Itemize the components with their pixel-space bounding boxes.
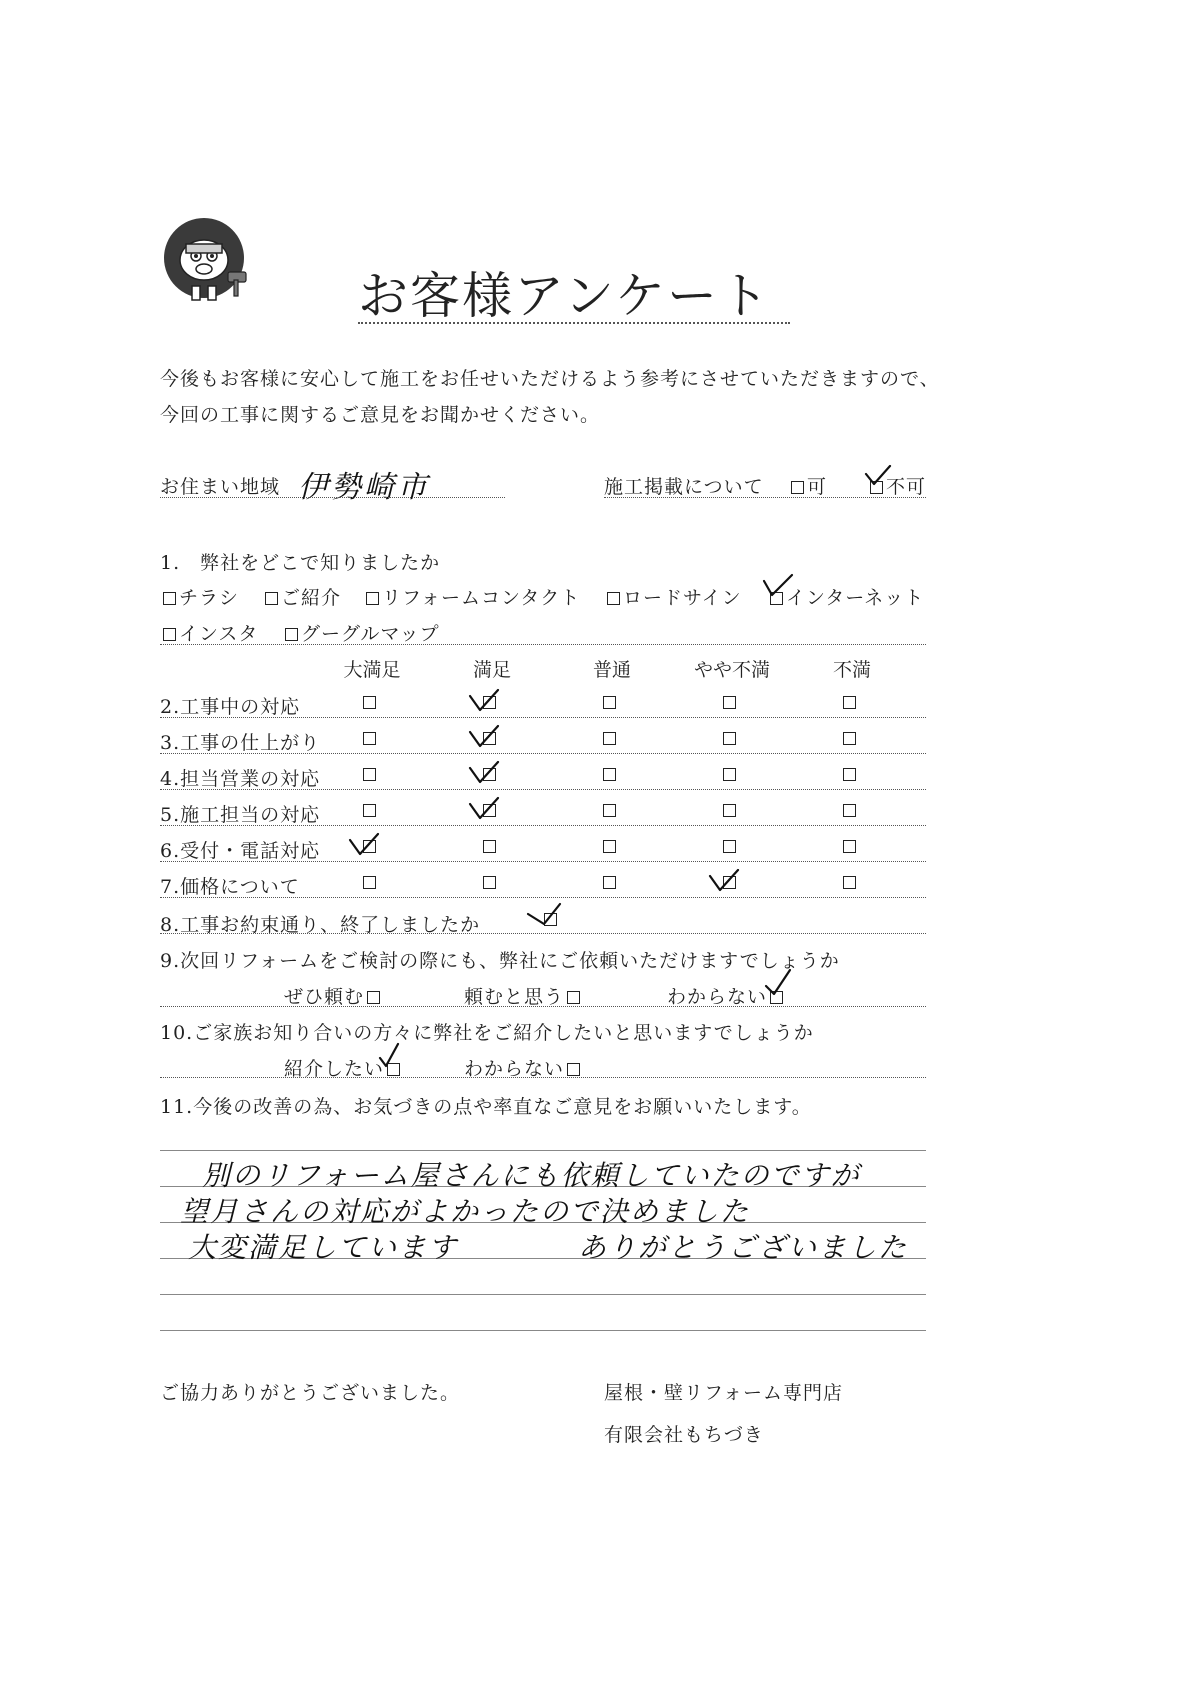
rating-row-4-checkbox-2[interactable] <box>603 768 616 781</box>
rating-row-underline <box>160 861 926 862</box>
q9-definitely-label: ぜひ頼む <box>284 986 365 1008</box>
rating-row-3-checkbox-0[interactable] <box>363 732 376 745</box>
rating-row-2-check-icon <box>468 688 508 714</box>
q1-option-reform-contact[interactable] <box>366 583 580 610</box>
rating-row-label: 7.価格について <box>160 876 300 898</box>
q11-answer-line-3: 大変満足しています ありがとうございました <box>188 1231 909 1264</box>
rating-row-2-checkbox-2[interactable] <box>603 696 616 709</box>
q1-option-insta[interactable] <box>163 619 258 646</box>
rating-row-label: 5.施工担当の対応 <box>160 804 321 826</box>
rating-row-6-checkbox-2[interactable] <box>603 840 616 853</box>
q1-insta-label: インスタ <box>179 623 259 645</box>
rating-row-3-checkbox-3[interactable] <box>723 732 736 745</box>
rating-row-2-checkbox-4[interactable] <box>843 696 856 709</box>
q10-unsure-checkbox[interactable] <box>567 1063 580 1076</box>
q1-roadsign-checkbox[interactable] <box>607 592 620 605</box>
residence-label: お住まい地域 <box>160 476 281 498</box>
rating-row-4-checkbox-3[interactable] <box>723 768 736 781</box>
rating-row-label: 2.工事中の対応 <box>160 696 301 718</box>
q1-option-roadsign[interactable] <box>607 583 742 610</box>
rating-row-2-checkbox-0[interactable] <box>363 696 376 709</box>
q11-answer-line-1: 別のリフォーム屋さんにも依頼していたのですが <box>202 1159 861 1192</box>
q1-referral-checkbox[interactable] <box>265 592 278 605</box>
publication-option-ka[interactable] <box>791 472 827 499</box>
publication-fuka-label: 不可 <box>886 476 927 498</box>
publication-fuka-check-icon <box>864 464 904 490</box>
rating-row-4-check-icon <box>468 760 508 786</box>
rating-row-7-checkbox-0[interactable] <box>363 876 376 889</box>
q1-insta-checkbox[interactable] <box>163 628 176 641</box>
q8-question: 8.工事お約束通り、終了しましたか <box>160 914 481 936</box>
q9-option-definitely[interactable] <box>284 982 383 1009</box>
rating-row-6-check-icon <box>348 832 388 858</box>
title-underline <box>358 322 790 324</box>
col-header-somewhat-dissatisfied: やや不満 <box>693 659 770 681</box>
publication-ka-checkbox[interactable] <box>791 481 804 494</box>
q9-definitely-checkbox[interactable] <box>367 991 380 1004</box>
q9-underline <box>160 1006 926 1007</box>
rating-row-label: 3.工事の仕上がり <box>160 732 321 754</box>
rating-row-underline <box>160 753 926 754</box>
rating-row-4-checkbox-0[interactable] <box>363 768 376 781</box>
q10-unsure-label: わからない <box>464 1058 565 1080</box>
rating-row-7-check-icon <box>708 868 748 894</box>
rating-row-underline <box>160 897 926 898</box>
footer-company-line-1: 屋根・壁リフォーム専門店 <box>604 1382 844 1404</box>
rating-row-5-checkbox-2[interactable] <box>603 804 616 817</box>
rating-row-6-checkbox-3[interactable] <box>723 840 736 853</box>
q1-referral-label: ご紹介 <box>281 587 342 609</box>
rating-row-7-checkbox-2[interactable] <box>603 876 616 889</box>
page-title: お客様アンケート <box>358 267 771 325</box>
residence-underline <box>160 497 505 498</box>
rating-row-5-checkbox-0[interactable] <box>363 804 376 817</box>
publication-underline <box>604 497 926 498</box>
publication-ka-label: 可 <box>807 476 828 498</box>
q11-line-6 <box>160 1330 926 1331</box>
q11-line-1 <box>160 1150 926 1151</box>
q1-option-flyer[interactable] <box>163 583 239 610</box>
q11-line-5 <box>160 1294 926 1295</box>
rating-row-underline <box>160 825 926 826</box>
q9-probably-checkbox[interactable] <box>567 991 580 1004</box>
q1-googlemap-checkbox[interactable] <box>285 628 298 641</box>
intro-line-1: 今後もお客様に安心して施工をお任せいただけるよう参考にさせていただきますので、 <box>160 368 940 390</box>
rating-row-label: 6.受付・電話対応 <box>160 840 321 862</box>
q9-option-probably[interactable] <box>464 982 583 1009</box>
q8-check-icon <box>526 902 566 928</box>
rating-row-7-checkbox-1[interactable] <box>483 876 496 889</box>
q9-probably-label: 頼むと思う <box>464 986 565 1008</box>
rating-row-4-checkbox-4[interactable] <box>843 768 856 781</box>
residence-value: 伊勢崎市 <box>298 470 430 505</box>
q9-unsure-check-icon <box>764 970 804 996</box>
rating-row-underline <box>160 717 926 718</box>
rating-row-3-checkbox-4[interactable] <box>843 732 856 745</box>
q10-refer-label: 紹介したい <box>284 1058 385 1080</box>
q1-reform-contact-label: リフォームコンタクト <box>382 587 581 609</box>
q11-question: 11.今後の改善の為、お気づきの点や率直なご意見をお願いいたします。 <box>160 1096 812 1118</box>
rating-row-7-checkbox-4[interactable] <box>843 876 856 889</box>
q1-option-googlemap[interactable] <box>285 619 440 646</box>
rating-row-2-checkbox-3[interactable] <box>723 696 736 709</box>
q9-question: 9.次回リフォームをご検討の際にも、弊社にご依頼いただけますでしょうか <box>160 950 840 972</box>
q8-underline <box>160 933 926 934</box>
q1-reform-contact-checkbox[interactable] <box>366 592 379 605</box>
col-header-dissatisfied: 不満 <box>832 659 871 681</box>
rating-row-6-checkbox-4[interactable] <box>843 840 856 853</box>
rating-row-3-checkbox-2[interactable] <box>603 732 616 745</box>
rating-row-3-check-icon <box>468 724 508 750</box>
rating-row-5-check-icon <box>468 796 508 822</box>
q10-question: 10.ご家族お知り合いの方々に弊社をご紹介したいと思いますでしょうか <box>160 1022 814 1044</box>
col-header-very-satisfied: 大満足 <box>343 659 401 681</box>
footer-thanks: ご協力ありがとうございました。 <box>160 1382 461 1404</box>
q10-refer-check-icon <box>378 1044 418 1070</box>
publication-label: 施工掲載について <box>604 476 764 498</box>
q1-question: 1. 弊社をどこで知りましたか <box>160 552 441 574</box>
q9-unsure-label: わからない <box>667 986 768 1008</box>
q1-internet-check-icon <box>762 575 802 601</box>
q1-flyer-checkbox[interactable] <box>163 592 176 605</box>
rating-row-5-checkbox-3[interactable] <box>723 804 736 817</box>
q10-underline <box>160 1077 926 1078</box>
rating-row-5-checkbox-4[interactable] <box>843 804 856 817</box>
rating-row-underline <box>160 789 926 790</box>
q1-roadsign-label: ロードサイン <box>623 587 742 609</box>
footer-company-line-2: 有限会社もちづき <box>604 1424 764 1446</box>
q1-googlemap-label: グーグルマップ <box>301 623 440 645</box>
lion-mascot-icon <box>158 214 258 314</box>
q11-answer-line-2: 望月さんの対応がよかったので決めました <box>180 1195 751 1228</box>
rating-row-6-checkbox-1[interactable] <box>483 840 496 853</box>
intro-line-2: 今回の工事に関するご意見をお聞かせください。 <box>160 404 601 426</box>
col-header-satisfied: 満足 <box>472 659 511 681</box>
q1-internet-label: インターネット <box>786 587 925 609</box>
q1-flyer-label: チラシ <box>179 587 240 609</box>
col-header-normal: 普通 <box>592 659 631 681</box>
q1-option-referral[interactable] <box>265 583 341 610</box>
q1-underline <box>160 644 926 645</box>
rating-row-label: 4.担当営業の対応 <box>160 768 321 790</box>
